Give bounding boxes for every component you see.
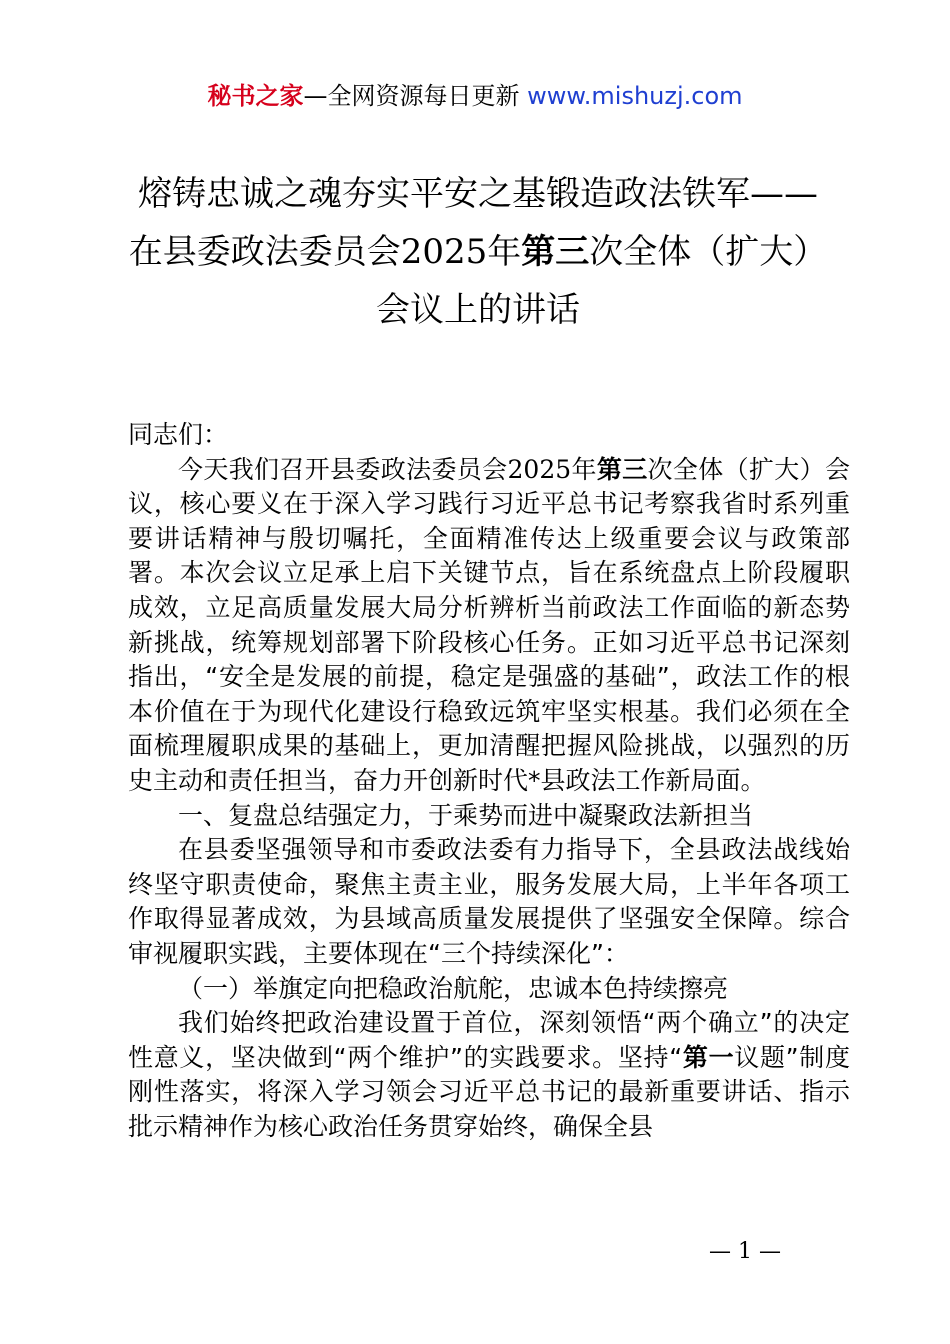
title-year: 2025 bbox=[400, 232, 488, 272]
subsection-heading-1: （一）举旗定向把稳政治航舵，忠诚本色持续擦亮 bbox=[178, 973, 729, 1003]
document-title bbox=[128, 165, 828, 339]
p1-text-c: 次全体（扩大）会议，核心要义在于深入学习践行习近平总书记考察我省时系列重要讲话精神与殷切嘱托，全面精准传达上级重要会议与政策部署。本次会议立足承上启下关键节点，旨在系统盘点上阶段履职成效，立足高质量发展大局分析辨析当前政法工作面临的新态势新挑战，统筹规划部署下阶段核心任务。正如习近平总书记深刻指出，“安全是发展的前提，稳定是强盛的基础”，政法工作的根本价值在于为现代化建设行稳致远筑牢坚实根基。我们必须在全面梳理履职成果的基础上，更加清醒把握风险挑战，以强烈的历史主动和责任担当，奋力开创新时代*县政法工作新局面。 bbox=[128, 454, 850, 795]
section-heading-1: 一、复盘总结强定力，于乘势而进中凝聚政法新担当 bbox=[178, 800, 754, 830]
p3-text-a: 我们始终把政治建设置于首位，深刻领悟“两个确立”的决定性意义，坚决做到“两个维护”的实践要求。坚持“ bbox=[128, 1008, 850, 1072]
p1-bold-ordinal: 第三 bbox=[596, 454, 648, 484]
p1-year: 2025 bbox=[507, 454, 572, 484]
title-bold-ordinal: 第三 bbox=[521, 232, 590, 272]
document-body bbox=[128, 418, 850, 1144]
salutation: 同志们： bbox=[128, 420, 229, 449]
title-part2: 年 bbox=[487, 232, 522, 272]
page-number: — 1 — bbox=[709, 1239, 781, 1264]
site-header-banner bbox=[0, 80, 950, 112]
title-part1: 熔铸忠诚之魂夯实平安之基锻造政法铁军——在县委政法委员会 bbox=[128, 174, 818, 272]
p1-text-a: 今天我们召开县委政法委员会 bbox=[178, 454, 508, 484]
p3-bold-first: 第一 bbox=[682, 1042, 735, 1072]
header-dash: — bbox=[303, 82, 328, 110]
paragraph-intro bbox=[128, 453, 850, 799]
title-part3: 次全体（扩大）会议上的讲话 bbox=[376, 232, 828, 330]
site-brand: 秘书之家 bbox=[207, 82, 304, 110]
paragraph-political bbox=[128, 1006, 850, 1144]
header-slogan: 全网资源每日更新 bbox=[327, 82, 520, 110]
p1-text-b: 年 bbox=[571, 454, 597, 484]
paragraph-summary: 在县委坚强领导和市委政法委有力指导下，全县政法战线始终坚守职责使命，聚焦主责主业，服务发展大局，上半年各项工作取得显著成效，为县域高质量发展提供了坚强安全保障。综合审视履职实践，主要体现在“三个持续深化”： bbox=[128, 835, 850, 968]
site-url-link[interactable]: www.mishuzj.com bbox=[527, 82, 743, 110]
p3-text-b: 议题”制度刚性落实，将深入学习领会习近平总书记的最新重要讲话、指示批示精神作为核心政治任务贯穿始终，确保全县 bbox=[128, 1042, 851, 1141]
